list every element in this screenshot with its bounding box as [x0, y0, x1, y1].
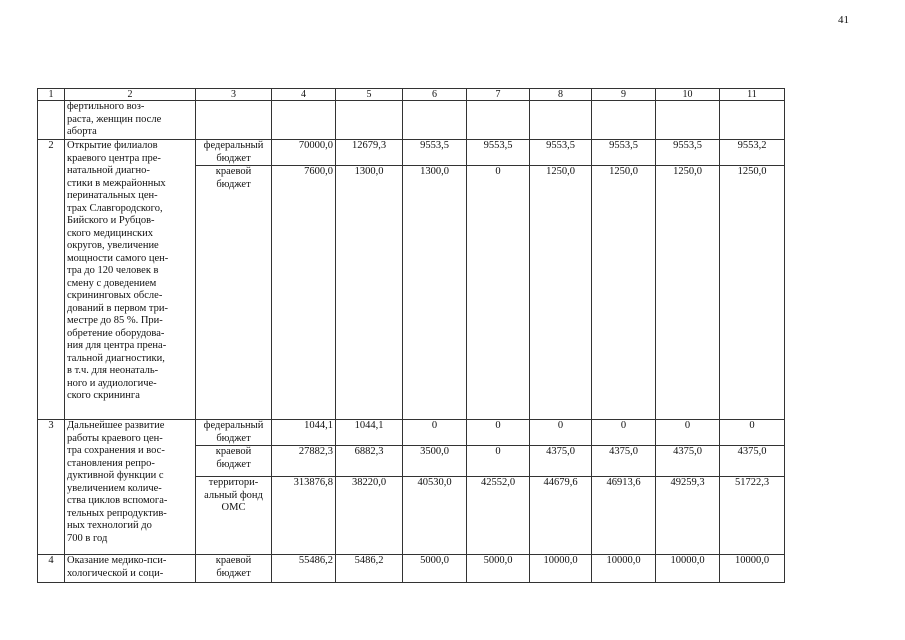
amount-cell: 1044,1 [336, 420, 403, 446]
funding-source-cell: краевой бюджет [196, 555, 272, 583]
amount-cell: 10000,0 [720, 555, 785, 583]
amount-cell: 3500,0 [403, 446, 467, 477]
empty-cell [656, 101, 720, 140]
amount-cell: 0 [720, 420, 785, 446]
description-cell: фертильного воз- раста, женщин после аборта [65, 101, 196, 140]
description-cell: Оказание медико-пси- хологической и соци- [65, 555, 196, 583]
amount-cell: 10000,0 [592, 555, 656, 583]
amount-cell: 12679,3 [336, 140, 403, 166]
amount-cell: 55486,2 [272, 555, 336, 583]
budget-table [37, 88, 785, 583]
amount-cell: 5486,2 [336, 555, 403, 583]
amount-cell: 4375,0 [656, 446, 720, 477]
description-cell: Дальнейшее развитие работы краевого цен- тра сохранения и вос- становления репро- дуктивной функции с увеличением количе- ства циклов вспомога- тельных репродуктив- ных технологий до 700 в год [65, 420, 196, 555]
amount-cell: 44679,6 [530, 477, 592, 555]
amount-cell: 1300,0 [336, 166, 403, 420]
amount-cell: 0 [403, 420, 467, 446]
amount-cell: 5000,0 [467, 555, 530, 583]
amount-cell: 1300,0 [403, 166, 467, 420]
amount-cell: 9553,5 [467, 140, 530, 166]
header-cell: 5 [336, 89, 403, 101]
header-cell: 10 [656, 89, 720, 101]
empty-cell [196, 101, 272, 140]
amount-cell: 9553,5 [592, 140, 656, 166]
amount-cell: 1250,0 [592, 166, 656, 420]
row-number-cell: 3 [38, 420, 65, 555]
amount-cell: 9553,5 [403, 140, 467, 166]
empty-cell [530, 101, 592, 140]
funding-source-cell: краевой бюджет [196, 446, 272, 477]
table-row [38, 555, 785, 583]
amount-cell: 1044,1 [272, 420, 336, 446]
amount-cell: 6882,3 [336, 446, 403, 477]
funding-source-cell: территори- альный фонд ОМС [196, 477, 272, 555]
amount-cell: 46913,6 [592, 477, 656, 555]
amount-cell: 49259,3 [656, 477, 720, 555]
header-cell: 9 [592, 89, 656, 101]
table-row [38, 140, 785, 166]
empty-cell [720, 101, 785, 140]
empty-cell [592, 101, 656, 140]
header-cell: 3 [196, 89, 272, 101]
empty-cell [403, 101, 467, 140]
amount-cell: 0 [530, 420, 592, 446]
amount-cell: 4375,0 [592, 446, 656, 477]
amount-cell: 4375,0 [720, 446, 785, 477]
amount-cell: 70000,0 [272, 140, 336, 166]
amount-cell: 42552,0 [467, 477, 530, 555]
amount-cell: 7600,0 [272, 166, 336, 420]
funding-source-cell: федеральный бюджет [196, 140, 272, 166]
amount-cell: 0 [656, 420, 720, 446]
amount-cell: 0 [467, 166, 530, 420]
amount-cell: 313876,8 [272, 477, 336, 555]
amount-cell: 1250,0 [656, 166, 720, 420]
header-cell: 2 [65, 89, 196, 101]
amount-cell: 0 [467, 446, 530, 477]
header-cell: 8 [530, 89, 592, 101]
table-row [38, 101, 785, 140]
header-cell: 7 [467, 89, 530, 101]
funding-source-cell: краевой бюджет [196, 166, 272, 420]
funding-source-cell: федеральный бюджет [196, 420, 272, 446]
empty-cell [272, 101, 336, 140]
page-number: 41 [838, 14, 849, 26]
amount-cell: 27882,3 [272, 446, 336, 477]
amount-cell: 40530,0 [403, 477, 467, 555]
amount-cell: 51722,3 [720, 477, 785, 555]
description-cell: Открытие филиалов краевого центра пре- натальной диагно- стики в межрайонных перинатальных цен- трах Славгородского, Бийского и Рубцов- ского медицинских округов, увеличение мощности самого цен- тра до 120 человек в смену с доведением скрининговых обсле- дований в первом три- местре до 85 %. При- обретение оборудова- ния для центра прена- тальной диагностики, в т.ч. для неонаталь- ного и аудиологиче- ского скрининга [65, 140, 196, 420]
amount-cell: 9553,5 [656, 140, 720, 166]
row-number-cell [38, 101, 65, 140]
amount-cell: 10000,0 [530, 555, 592, 583]
table-row [38, 420, 785, 446]
amount-cell: 10000,0 [656, 555, 720, 583]
amount-cell: 5000,0 [403, 555, 467, 583]
amount-cell: 1250,0 [720, 166, 785, 420]
amount-cell: 9553,2 [720, 140, 785, 166]
amount-cell: 4375,0 [530, 446, 592, 477]
amount-cell: 1250,0 [530, 166, 592, 420]
header-row [38, 89, 785, 101]
amount-cell: 38220,0 [336, 477, 403, 555]
amount-cell: 0 [467, 420, 530, 446]
row-number-cell: 4 [38, 555, 65, 583]
header-cell: 11 [720, 89, 785, 101]
amount-cell: 0 [592, 420, 656, 446]
header-cell: 4 [272, 89, 336, 101]
amount-cell: 9553,5 [530, 140, 592, 166]
row-number-cell: 2 [38, 140, 65, 420]
header-cell: 1 [38, 89, 65, 101]
empty-cell [467, 101, 530, 140]
empty-cell [336, 101, 403, 140]
header-cell: 6 [403, 89, 467, 101]
